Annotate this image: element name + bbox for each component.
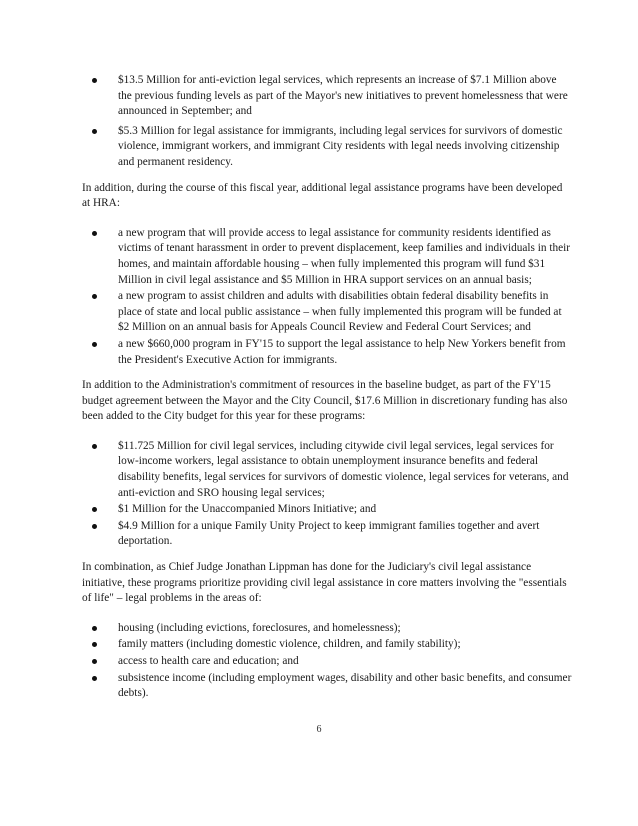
paragraph-budget-agreement: In addition to the Administration's commitment of resources in the baseline budget, as part of the FY'15 budget agreement between the Mayor and the City Council, $17.6 Million in discretionary funding has also been added to the City budget for this year for these programs: bbox=[82, 379, 568, 423]
bullet-list-discretionary bbox=[82, 439, 572, 550]
list-item-text: subsistence income (including employment wages, disability and other basic benefits, and consumer debts). bbox=[118, 671, 572, 700]
list-item-text: a new program to assist children and adults with disabilities obtain federal disability benefits in place of state and local public assistance – when fully implemented this program will be funded at $2 Million on an annual basis for Appeals Council Review and Federal Court Services; and bbox=[118, 290, 562, 334]
bullet-dot-icon bbox=[92, 129, 97, 134]
list-item-text: $4.9 Million for a unique Family Unity Project to keep immigrant families together and avert deportation. bbox=[118, 519, 540, 548]
bullet-dot-icon bbox=[92, 626, 97, 631]
document-body bbox=[82, 73, 572, 703]
list-item bbox=[82, 337, 572, 368]
list-item-text: a new program that will provide access to legal assistance for community residents identified as victims of tenant harassment in order to prevent displacement, keep families and individuals in their homes, and maintain affordable housing – when fully implemented this program will fund $31 Million in civil legal assistance and $5 Million in HRA support services on an annual basis; bbox=[118, 226, 571, 286]
paragraph-additional-programs: In addition, during the course of this fiscal year, additional legal assistance programs have been developed at HRA: bbox=[82, 181, 563, 210]
paragraph-combination: In combination, as Chief Judge Jonathan Lippman has done for the Judiciary's civil legal assistance initiative, these programs prioritize providing civil legal assistance in core matters involving the "essentials of life" – legal problems in the areas of: bbox=[82, 561, 567, 605]
bullet-dot-icon bbox=[92, 659, 97, 664]
list-item-text: $5.3 Million for legal assistance for immigrants, including legal services for survivors of domestic violence, immigrant workers, and immigrant City residents with legal needs involving citizenship and permanent residency. bbox=[118, 124, 563, 168]
bullet-list-funding bbox=[82, 73, 572, 171]
list-item-text: $1 Million for the Unaccompanied Minors Initiative; and bbox=[118, 503, 377, 516]
list-item bbox=[82, 439, 572, 501]
list-item-text: family matters (including domestic violence, children, and family stability); bbox=[118, 638, 461, 651]
list-item bbox=[82, 73, 572, 120]
list-item bbox=[82, 519, 572, 550]
bullet-dot-icon bbox=[92, 342, 97, 347]
list-item bbox=[82, 124, 572, 171]
list-item bbox=[82, 289, 572, 336]
list-item bbox=[82, 502, 572, 518]
bullet-dot-icon bbox=[92, 524, 97, 529]
bullet-list-essentials bbox=[82, 621, 572, 702]
bullet-dot-icon bbox=[92, 294, 97, 299]
bullet-dot-icon bbox=[92, 676, 97, 681]
list-item-text: a new $660,000 program in FY'15 to support the legal assistance to help New Yorkers benefit from the President's Executive Action for immigrants. bbox=[118, 337, 566, 366]
list-item-text: housing (including evictions, foreclosures, and homelessness); bbox=[118, 621, 401, 634]
bullet-dot-icon bbox=[92, 231, 97, 236]
list-item bbox=[82, 671, 572, 702]
list-item-text: $11.725 Million for civil legal services, including citywide civil legal services, legal services for low-income workers, legal assistance to obtain unemployment insurance benefits and federal disability benefits, legal services for survivors of domestic violence, legal services for veterans, and anti-eviction and SRO housing legal services; bbox=[118, 439, 569, 499]
list-item bbox=[82, 637, 572, 653]
list-item-text: $13.5 Million for anti-eviction legal services, which represents an increase of $7.1 Million above the previous funding levels as part of the Mayor's new initiatives to prevent homelessness that were announced in September; and bbox=[118, 74, 568, 118]
list-item bbox=[82, 226, 572, 288]
list-item bbox=[82, 654, 572, 670]
bullet-dot-icon bbox=[92, 78, 97, 83]
bullet-dot-icon bbox=[92, 444, 97, 449]
list-item-text: access to health care and education; and bbox=[118, 655, 299, 667]
list-item bbox=[82, 621, 572, 637]
page-number: 6 bbox=[316, 724, 322, 735]
bullet-list-hra-programs bbox=[82, 226, 572, 368]
bullet-dot-icon bbox=[92, 642, 97, 647]
bullet-dot-icon bbox=[92, 507, 97, 512]
